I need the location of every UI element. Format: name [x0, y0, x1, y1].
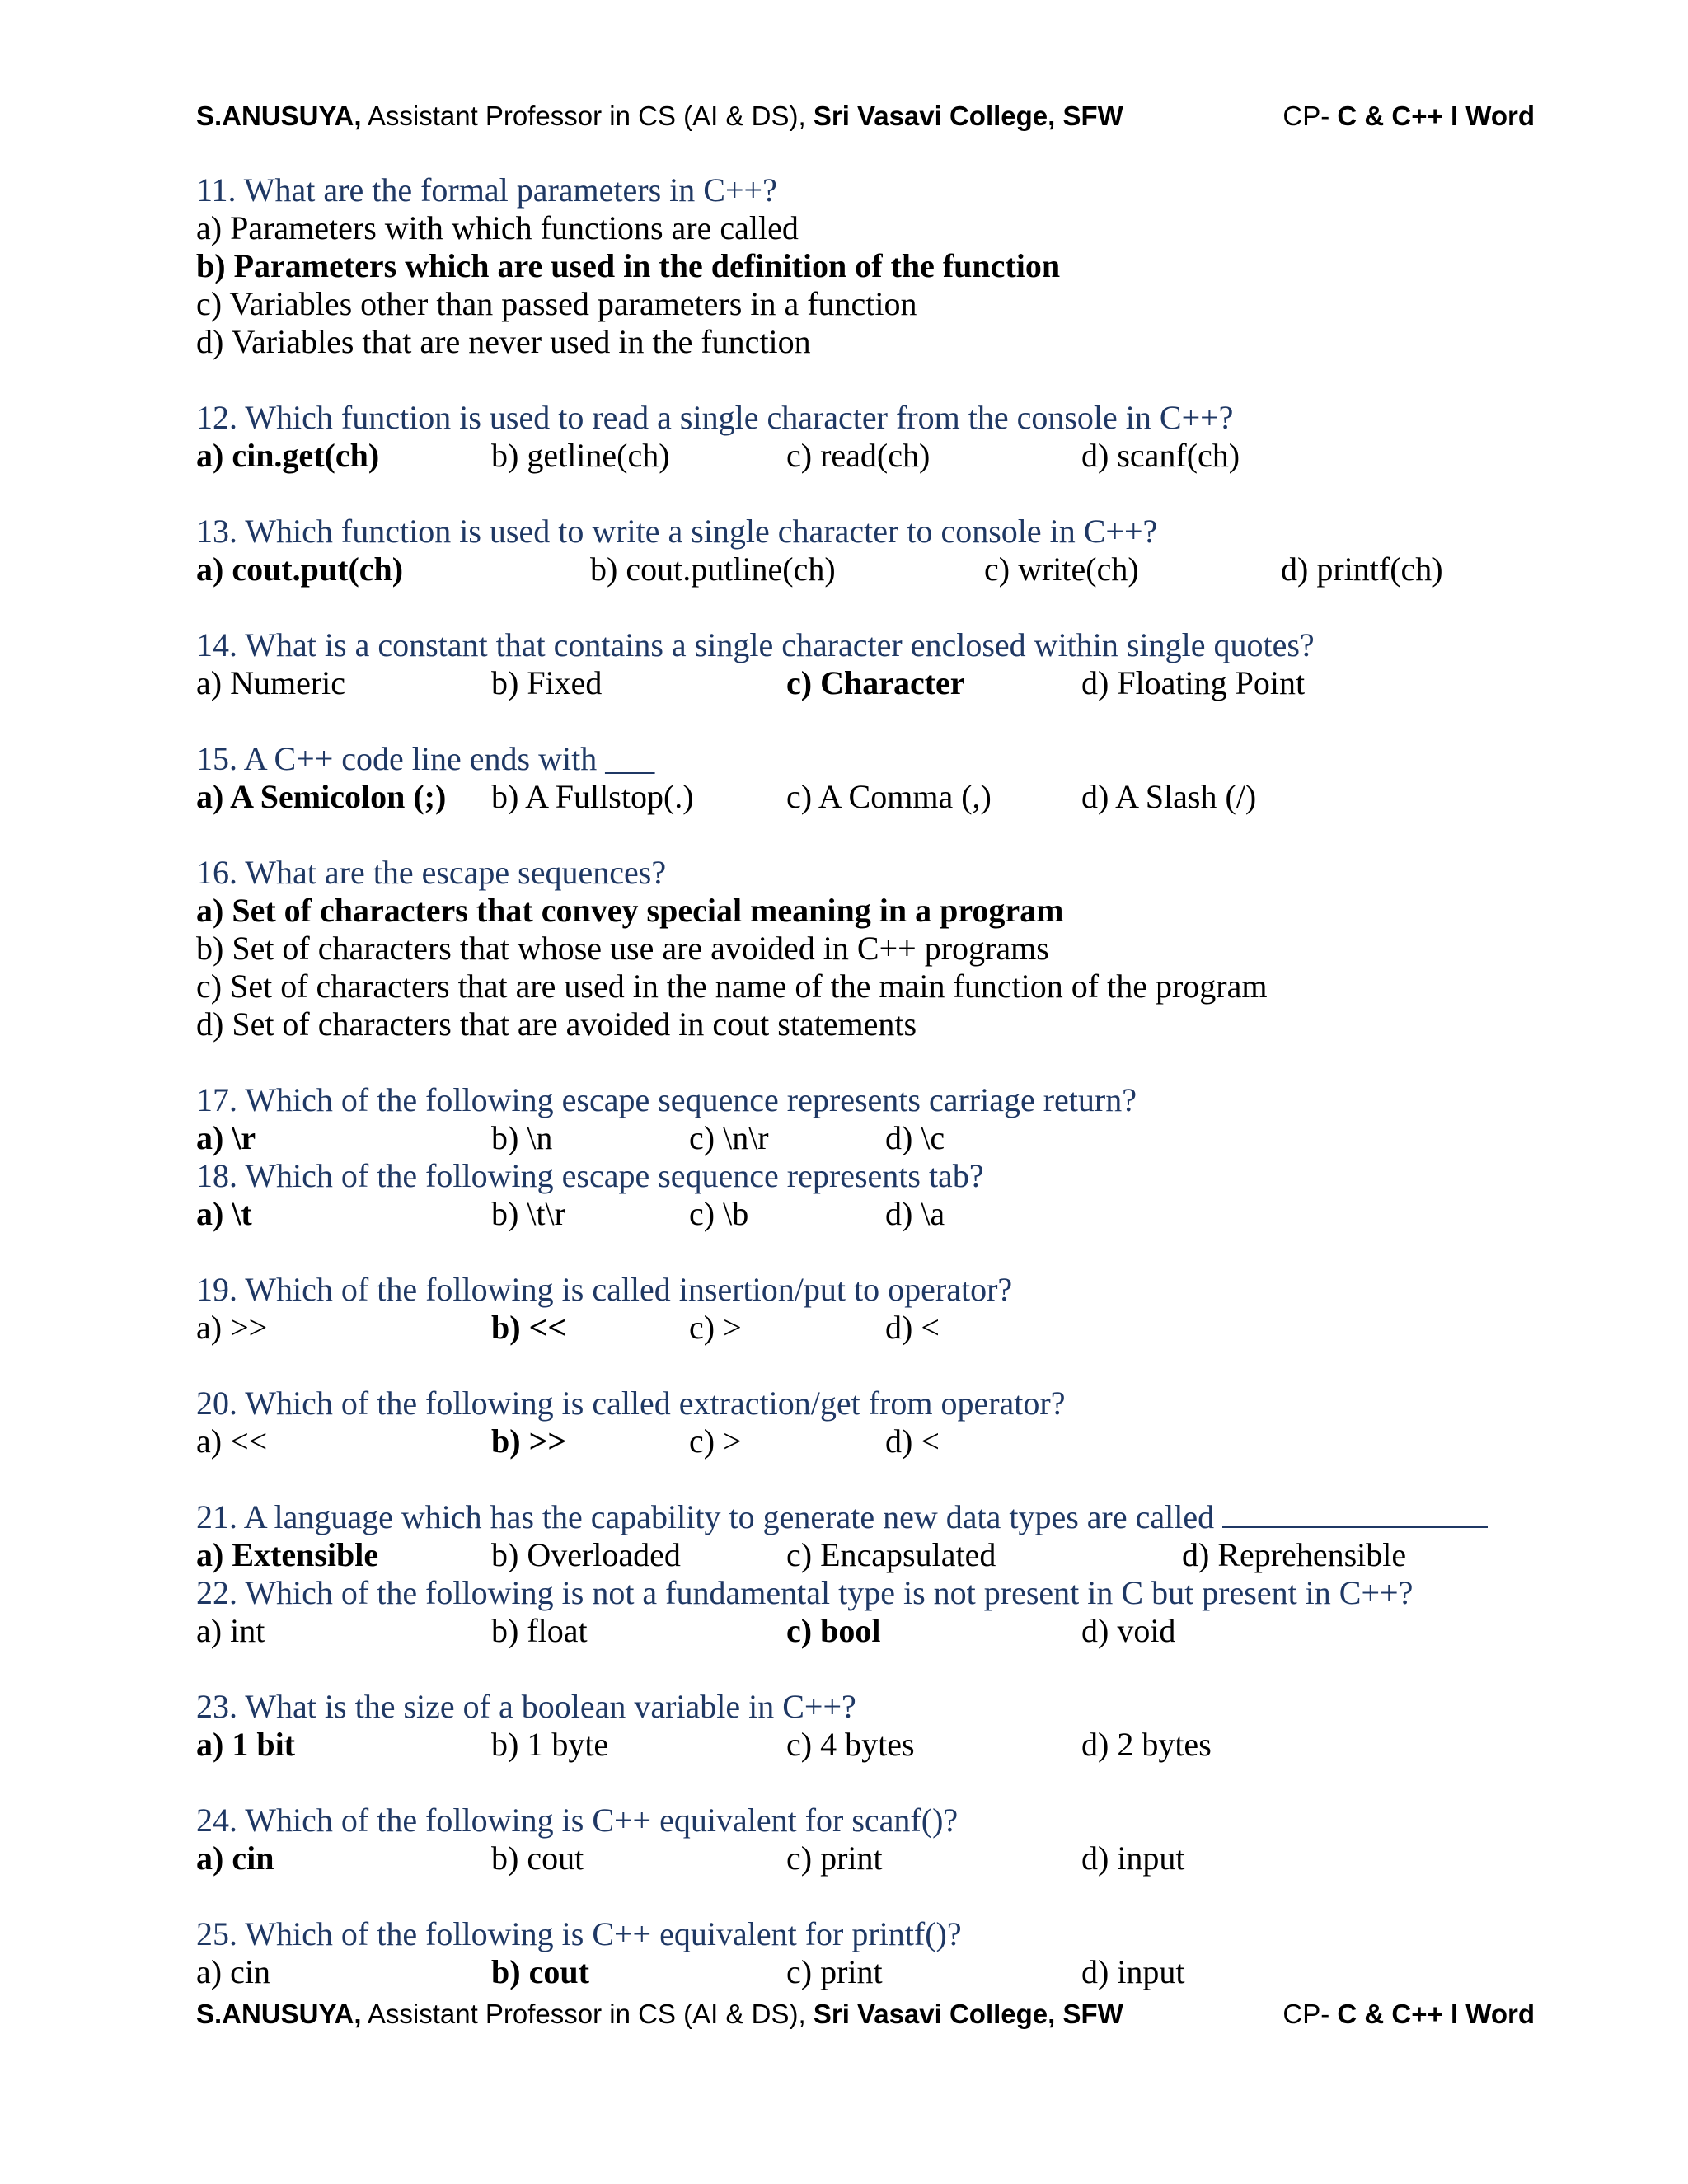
- question-19: [196, 1271, 1012, 1347]
- page-header: [196, 101, 1535, 132]
- question-text: 23. What is the size of a boolean variable in C++?: [196, 1688, 856, 1725]
- options-row: [196, 1422, 1065, 1460]
- options-row: [196, 664, 1315, 702]
- question-16: [196, 854, 1268, 1043]
- options-row: [196, 1726, 1212, 1764]
- option-a: a) >>: [196, 1309, 268, 1346]
- option-c: c) write(ch): [984, 551, 1139, 588]
- question-24: [196, 1802, 1185, 1877]
- option-d: d) <: [885, 1422, 940, 1460]
- option-c-answer: c) Character: [786, 664, 965, 701]
- option-d: d) A Slash (/): [1081, 778, 1257, 815]
- option-d: d) printf(ch): [1281, 551, 1443, 588]
- option-a: a) int: [196, 1612, 265, 1649]
- option-a-answer: a) A Semicolon (;): [196, 778, 447, 815]
- option-c: c) Encapsulated: [786, 1536, 996, 1573]
- option-b: b) Overloaded: [491, 1536, 681, 1573]
- option-d: d) 2 bytes: [1081, 1726, 1212, 1763]
- footer-right: [1282, 1999, 1535, 2030]
- header-author: S.ANUSUYA,: [196, 101, 362, 131]
- option-b-answer: b) <<: [491, 1309, 567, 1346]
- option-c: c) print: [786, 1840, 883, 1877]
- option-b-answer: b) >>: [491, 1422, 567, 1460]
- option-b-answer: b) cout: [491, 1953, 589, 1990]
- question-text: 12. Which function is used to read a single character from the console in C++?: [196, 399, 1234, 436]
- footer-left: [196, 1999, 1123, 2030]
- option-d: d) input: [1081, 1953, 1185, 1990]
- option-a-answer: a) Set of characters that convey special meaning in a program: [196, 892, 1064, 929]
- option-d: d) input: [1081, 1840, 1185, 1877]
- option-a-answer: a) cout.put(ch): [196, 551, 404, 588]
- question-22: [196, 1574, 1413, 1650]
- question-18: [196, 1157, 984, 1233]
- option-d: d) Reprehensible: [1182, 1536, 1407, 1573]
- option-c: c) \b: [689, 1195, 749, 1232]
- options-row: [196, 778, 1257, 816]
- question-15: [196, 740, 1257, 816]
- options-row: [196, 1309, 1012, 1347]
- option-d: d) \a: [885, 1195, 945, 1232]
- answer-blank: [1222, 1502, 1488, 1528]
- option-c: c) >: [689, 1422, 742, 1460]
- option-a: a) Numeric: [196, 664, 346, 701]
- option-b: b) cout.putline(ch): [590, 551, 836, 588]
- question-25: [196, 1915, 1185, 1991]
- question-text: 24. Which of the following is C++ equivalent for scanf()?: [196, 1802, 959, 1839]
- option-c: c) Set of characters that are used in the name of the main function of the program: [196, 968, 1268, 1005]
- options-row: [196, 551, 1443, 588]
- options-row: [196, 1953, 1185, 1991]
- question-text: 13. Which function is used to write a single character to console in C++?: [196, 513, 1158, 550]
- option-c: c) Variables other than passed parameters in a function: [196, 285, 917, 322]
- header-course: C & C++ I Word: [1337, 101, 1535, 131]
- footer-author: S.ANUSUYA,: [196, 1999, 362, 2029]
- option-c-answer: c) bool: [786, 1612, 881, 1649]
- option-b: b) 1 byte: [491, 1726, 609, 1763]
- option-a-answer: a) 1 bit: [196, 1726, 295, 1763]
- option-a: a) Parameters with which functions are called: [196, 209, 799, 246]
- options-row: [196, 1119, 1137, 1157]
- option-d: d) <: [885, 1309, 940, 1346]
- option-d: d) scanf(ch): [1081, 437, 1240, 474]
- options-row: [196, 437, 1240, 475]
- option-a: a) cin: [196, 1953, 270, 1990]
- question-text: 19. Which of the following is called insertion/put to operator?: [196, 1271, 1013, 1308]
- option-c: c) 4 bytes: [786, 1726, 915, 1763]
- option-c: c) read(ch): [786, 437, 931, 474]
- options-row: [196, 1612, 1413, 1650]
- question-text: 22. Which of the following is not a fundamental type is not present in C but present in C++?: [196, 1574, 1414, 1611]
- option-b: b) Set of characters that whose use are avoided in C++ programs: [196, 930, 1049, 967]
- question-text: 25. Which of the following is C++ equivalent for printf()?: [196, 1915, 962, 1952]
- question-text: 11. What are the formal parameters in C++?: [196, 171, 777, 209]
- option-d: d) Floating Point: [1081, 664, 1306, 701]
- question-text: 15. A C++ code line ends with ___: [196, 740, 655, 777]
- question-11: [196, 171, 1060, 361]
- footer-course: C & C++ I Word: [1337, 1999, 1535, 2029]
- option-b: b) Fixed: [491, 664, 603, 701]
- header-course-prefix: CP-: [1282, 101, 1338, 131]
- option-a: a) <<: [196, 1422, 268, 1460]
- question-text: 17. Which of the following escape sequence represents carriage return?: [196, 1081, 1137, 1118]
- question-text: 20. Which of the following is called extraction/get from operator?: [196, 1385, 1066, 1422]
- page-footer: [196, 1999, 1535, 2030]
- question-text: 18. Which of the following escape sequence represents tab?: [196, 1157, 984, 1194]
- question-text: 16. What are the escape sequences?: [196, 854, 667, 891]
- header-role: Assistant Professor in CS (AI & DS),: [361, 101, 814, 131]
- option-d: d) Variables that are never used in the function: [196, 323, 811, 360]
- option-a-answer: a) \r: [196, 1119, 256, 1156]
- question-12: [196, 399, 1240, 475]
- option-b: b) \t\r: [491, 1195, 565, 1232]
- option-c: c) \n\r: [689, 1119, 769, 1156]
- options-row: [196, 1195, 984, 1233]
- footer-college: Sri Vasavi College, SFW: [813, 1999, 1123, 2029]
- question-13: [196, 513, 1443, 588]
- option-b: b) A Fullstop(.): [491, 778, 694, 815]
- option-c: c) A Comma (,): [786, 778, 992, 815]
- question-text: [196, 1498, 1488, 1536]
- option-a-answer: a) cin: [196, 1840, 274, 1877]
- option-a-answer: a) Extensible: [196, 1536, 379, 1573]
- header-college: Sri Vasavi College, SFW: [813, 101, 1123, 131]
- option-c: c) print: [786, 1953, 883, 1990]
- footer-course-prefix: CP-: [1282, 1999, 1338, 2029]
- option-c: c) >: [689, 1309, 742, 1346]
- option-d: d) Set of characters that are avoided in cout statements: [196, 1005, 917, 1043]
- option-b: b) getline(ch): [491, 437, 670, 474]
- question-21: [196, 1498, 1488, 1574]
- header-right: [1282, 101, 1535, 132]
- option-a-answer: a) cin.get(ch): [196, 437, 380, 474]
- options-row: [196, 1840, 1185, 1877]
- option-b: b) \n: [491, 1119, 553, 1156]
- question-text: 14. What is a constant that contains a single character enclosed within single quotes?: [196, 626, 1315, 663]
- option-a-answer: a) \t: [196, 1195, 252, 1232]
- option-d: d) \c: [885, 1119, 945, 1156]
- option-b: b) cout: [491, 1840, 584, 1877]
- question-text-body: 21. A language which has the capability to generate new data types are called: [196, 1498, 1223, 1535]
- question-14: [196, 626, 1315, 702]
- question-20: [196, 1385, 1065, 1460]
- option-d: d) void: [1081, 1612, 1176, 1649]
- question-17: [196, 1081, 1137, 1157]
- footer-role: Assistant Professor in CS (AI & DS),: [361, 1999, 814, 2029]
- options-row: [196, 1536, 1488, 1574]
- question-23: [196, 1688, 1212, 1764]
- option-b-answer: b) Parameters which are used in the definition of the function: [196, 247, 1061, 284]
- option-b: b) float: [491, 1612, 588, 1649]
- header-left: [196, 101, 1123, 132]
